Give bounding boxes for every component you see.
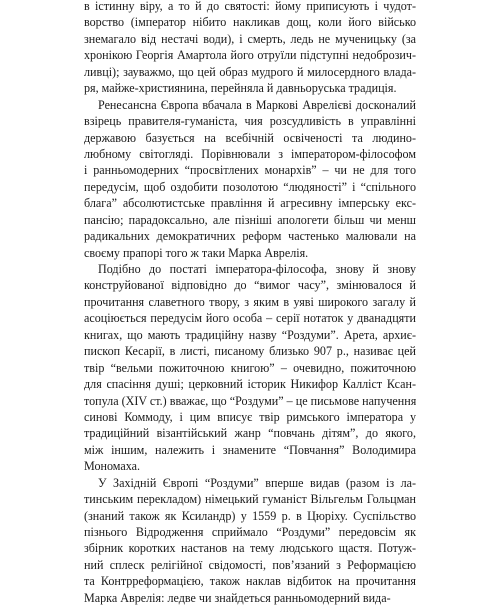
text-line: Марка Аврелія: ледве чи знайдеться ранньомодерний вида- [84, 590, 391, 605]
document-body [84, 0, 416, 606]
text-line: У Західній Європі “Роздуми” вперше видав (разом із ла- [98, 475, 416, 490]
text-line: передусім, щоб оздобити позолотою “людяності” і “спільного [84, 179, 416, 194]
paragraph [84, 0, 416, 97]
text-line: пископ Кесарії, в листі, писаному близько 907 р., називає цей [84, 344, 416, 359]
text-line: ний сплеск релігійної свідомості, пов’язаний з Реформацією [84, 557, 416, 572]
text-line: знемагало від нестачі води), і смерть, ледь не мученицьку (за [84, 31, 416, 46]
text-line: радикальних демократичних реформ частенько малювали на [84, 229, 416, 244]
text-line: ря, майже-християнина, перейняла й давньоруська традиція. [84, 81, 397, 96]
text-line: конструйованої відповідно до “вимог часу”, змінювалося й [84, 278, 416, 293]
text-line: Ренесансна Європа вбачала в Маркові Аврелієві досконалий [98, 97, 416, 112]
text-line: синові Коммоду, і цим вписує твір римського імператора у [84, 409, 416, 424]
text-line: прочитання славетного твору, з яким в уяві широкого загалу й [84, 294, 416, 309]
text-line: збірник коротких настанов на тему людського щастя. Потуж- [84, 541, 416, 556]
text-line: державою базується на всебічній освіченості та людино- [84, 130, 416, 145]
text-line: і ранньомодерних “просвітлених монархів” – чи не для того [84, 163, 416, 178]
text-line: любному світогляді. Порівнювали з імператором-філософом [84, 146, 416, 161]
text-line: топула (XIV ст.) вважає, що “Роздуми” – це письмове напучення [84, 393, 416, 408]
paragraph [84, 97, 416, 261]
text-line: ворство (імператор нібито накликав дощ, коли його військо [84, 15, 416, 30]
text-line: тинським перекладом) німецький гуманіст Вільгельм Гольцман [84, 492, 416, 507]
paragraph [84, 261, 416, 475]
text-line: між іншим, належить і знамените “Повчання” Володимира [84, 442, 416, 457]
text-line: взірець правителя-гуманіста, чия розсудливість в управлінні [84, 114, 416, 129]
text-line: книгах, що мають традиційну назву “Роздуми”. Арета, архиє- [84, 327, 416, 342]
paragraph [84, 475, 416, 606]
text-line: та Контрреформацією, також наклав відбиток на прочитання [84, 574, 416, 589]
text-line: пізнього Відродження сприймало “Роздуми” передовсім як [84, 525, 416, 539]
text-line: хронікою Георгія Амартола його отруїли підступні недоброзич- [84, 48, 416, 63]
text-line: пансію; парадоксально, але пізніші апологети більш чи менш [84, 212, 416, 227]
text-line: Мономаха. [84, 459, 141, 474]
text-line: блага” абсолютистське правління й агресивну імперську екс- [84, 196, 416, 211]
text-line: асоціюється передусім його особа – серії нотаток у дванадцяти [84, 311, 416, 326]
text-line: традиційний візантійський жанр “повчань дітям”, до якого, [84, 426, 416, 441]
text-line: твір “вельми пожиточною книгою” – очевидно, пожиточною [84, 360, 416, 375]
document-page [84, 0, 416, 606]
text-line: для спасіння душі; церковний історик Никифор Калліст Ксан- [84, 377, 416, 392]
text-line: в істинну віру, а то й до святості: йому приписують і чудот- [84, 0, 416, 13]
text-line: (знаний також як Ксиландр) у 1559 р. в Цюріху. Суспільство [84, 508, 416, 523]
text-line: ливці); зауважмо, що цей образ мудрого й милосердного влада- [84, 64, 416, 79]
text-line: Подібно до постаті імператора-філософа, знову й знову [98, 262, 416, 276]
text-line: своєму прапорі того ж таки Марка Аврелія. [84, 245, 309, 260]
